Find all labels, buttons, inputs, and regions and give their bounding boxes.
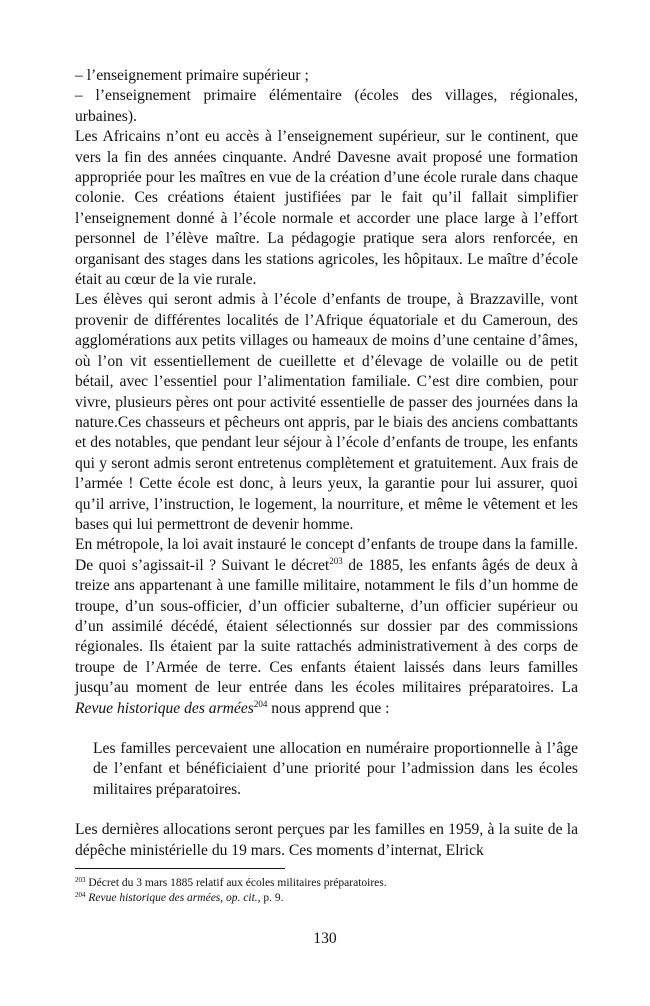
paragraph-eleves: Les élèves qui seront admis à l’école d’enfants de troupe, à Brazzaville, vont provenir de différentes localités de l’Afrique équatoriale et du Cameroun, des agglomérations aux petits villages ou hameaux de moins d’une centaine d’âmes, où l’on vit essentiellement de cueillette et d’élevage de volaille ou de petit bétail, avec l’essentiel pour l’alimentation familiale. C’est dire combien, pour vivre, plusieurs pères ont pour activité essentielle de passer des journées dans la nature.Ces chasseurs et pêcheurs ont appris, par le biais des anciens combattants et des notables, que pendant leur séjour à l’école d’enfants de troupe, les enfants qui y seront admis seront entretenus complètement et gratuitement. Aux frais de l’armée ! Cette école est donc, à leurs yeux, la garantie pour lui assurer, quoi qu’il arrive, l’instruction, le logement, la nourriture, et même le vêtement et les bases qui lui permettront de devenir homme. xyxy=(75,291,578,533)
metropole-text-a: En métropole, la loi avait instauré le concept d’enfants de troupe dans la famille. De quoi s’agissait-il ? Suivant le décret xyxy=(75,536,578,574)
footnote-ref-203: 203 xyxy=(329,555,343,566)
footnote-203 xyxy=(75,876,578,891)
block-quote: Les familles percevaient une allocation en numéraire proportionnelle à l’âge de l’enfant et bénéficiaient d’une priorité pour l’admission dans les écoles militaires préparatoires. xyxy=(93,740,578,798)
footnote-ref-204: 204 xyxy=(253,698,268,709)
footnote-204 xyxy=(75,891,578,906)
list-item-superieur: – l’enseignement primaire supérieur ; xyxy=(75,67,309,84)
list-item-elementaire: – l’enseignement primaire élémentaire (écoles des villages, régionales, urbaines). xyxy=(75,87,578,125)
footnote-text-203: Décret du 3 mars 1885 relatif aux écoles militaires préparatoires. xyxy=(85,877,387,889)
footnotes xyxy=(75,876,578,906)
metropole-text-b: de 1885, les enfants âgés de deux à treize ans appartenant à une famille militaire, notamment le fils d’un homme de troupe, d’un sous-officier, d’un officier subalterne, d’un officier supérieur ou d’un assimilé décédé, étaient sélectionnés sur dossier par des commissions régionales. Ils étaient par la suite rattachés administrativement à des corps de troupe de l’Armée de terre. Ces enfants étaient laissés dans leurs familles jusqu’au moment de leur entrée dans les écoles militaires préparatoires. La xyxy=(75,556,578,697)
paragraph-africains: Les Africains n’ont eu accès à l’enseignement supérieur, sur le continent, que vers la fin des années cinquante. André Davesne avait proposé une formation appropriée pour les maîtres en vue de la création d’une école rurale dans chaque colonie. Ces créations étaient justifiées par le fait qu’il fallait simplifier l’enseignement donné à l’école normale et accorder une place large à l’effort personnel de l’élève maître. La pédagogie pratique sera alors renforcée, en organisant des stages dans les stations agricoles, les hôpitaux. Le maître d’école était au cœur de la vie rurale. xyxy=(75,128,578,289)
footnote-italic-204: Revue historique des armées, op. cit. xyxy=(85,892,258,904)
footnote-divider xyxy=(75,868,285,869)
paragraph-allocations: Les dernières allocations seront perçues par les familles en 1959, à la suite de la dépêche ministérielle du 19 mars. Ces moments d’internat, Elrick xyxy=(75,821,578,859)
footnote-number-203: 203 xyxy=(75,876,86,884)
footnote-text-204: , p. 9. xyxy=(257,892,284,904)
footnote-number-204: 204 xyxy=(75,891,86,899)
page-number: 130 xyxy=(313,930,337,947)
paragraph-metropole xyxy=(75,535,578,719)
revue-title: Revue historique des armées xyxy=(75,699,254,717)
metropole-text-c: nous apprend que : xyxy=(267,699,390,717)
main-text xyxy=(75,66,578,861)
